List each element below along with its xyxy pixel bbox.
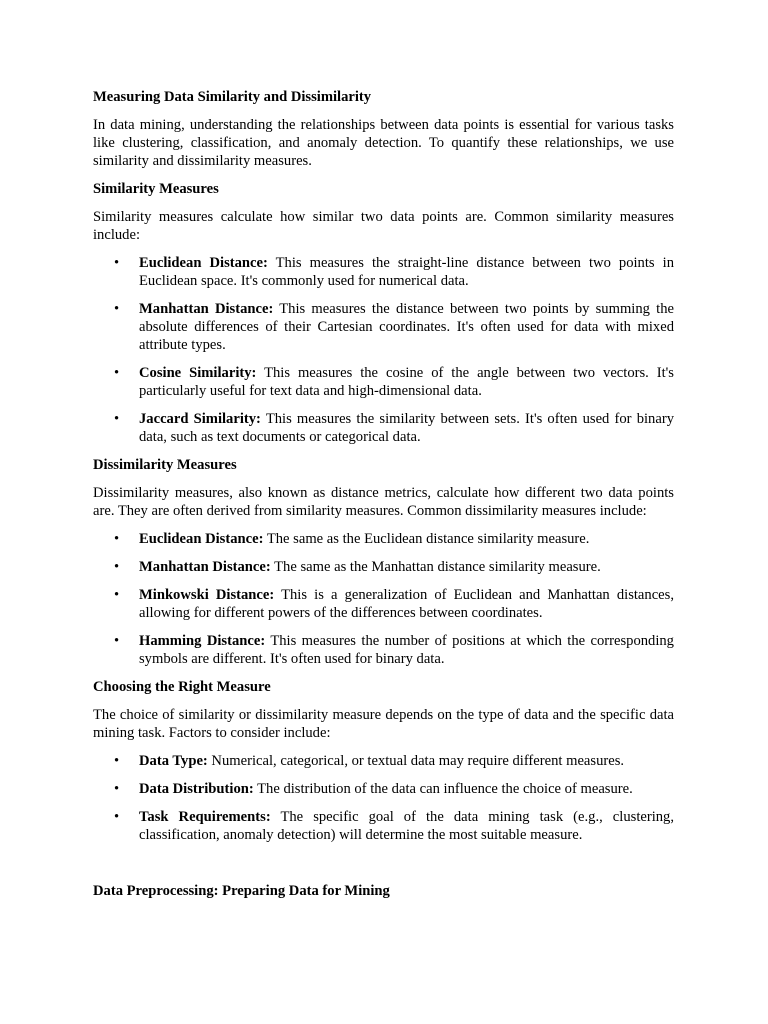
list-item — [93, 752, 674, 770]
list-item — [93, 632, 674, 668]
list-item-term: Data Distribution: — [139, 781, 254, 797]
bullet-icon: • — [114, 255, 120, 271]
list-item-text: The distribution of the data can influence the choice of measure. — [253, 781, 633, 797]
bullet-icon: • — [114, 781, 120, 797]
similarity-intro: Similarity measures calculate how similar two data points are. Common similarity measures include: — [93, 209, 674, 243]
bullet-icon: • — [114, 559, 120, 575]
list-item-text: This measures the distance between two points by summing the absolute differences of their Cartesian coordinates. It's often used for data with mixed attribute types. — [139, 301, 674, 353]
dissimilarity-intro: Dissimilarity measures, also known as distance metrics, calculate how different two data points are. They are often derived from similarity measures. Common dissimilarity measures include: — [93, 485, 674, 519]
list-item-text: The specific goal of the data mining task (e.g., clustering, classification, anomaly detection) will determine the most suitable measure. — [139, 809, 675, 843]
bullet-icon: • — [114, 633, 120, 649]
dissimilarity-list — [93, 530, 674, 668]
list-item-term: Task Requirements: — [139, 809, 271, 825]
list-item-term: Manhattan Distance: — [139, 301, 274, 317]
list-item-text: This measures the straight-line distance between two points in Euclidean space. It's commonly used for numerical data. — [139, 255, 674, 289]
bullet-icon: • — [114, 753, 120, 769]
bullet-icon: • — [114, 365, 120, 381]
list-item-term: Minkowski Distance: — [139, 587, 275, 603]
list-item-text: Numerical, categorical, or textual data may require different measures. — [207, 753, 625, 769]
list-item — [93, 586, 674, 622]
document-title: Measuring Data Similarity and Dissimilarity — [93, 89, 372, 105]
list-item-term: Cosine Similarity: — [139, 365, 257, 381]
list-item — [93, 558, 674, 576]
list-item-text: This measures the cosine of the angle between two vectors. It's particularly useful for text data and high-dimensional data. — [139, 365, 674, 399]
choosing-heading: Choosing the Right Measure — [93, 679, 271, 695]
list-item-term: Manhattan Distance: — [139, 559, 271, 575]
list-item — [93, 808, 674, 844]
list-item-text: The same as the Manhattan distance similarity measure. — [270, 559, 601, 575]
similarity-heading: Similarity Measures — [93, 181, 219, 197]
bullet-icon: • — [114, 411, 120, 427]
similarity-list — [93, 254, 674, 446]
next-section-heading: Data Preprocessing: Preparing Data for Mining — [93, 883, 390, 899]
list-item-text: This is a generalization of Euclidean and Manhattan distances, allowing for different powers of the differences between coordinates. — [139, 587, 674, 621]
bullet-icon: • — [114, 531, 120, 547]
list-item-term: Euclidean Distance: — [139, 531, 264, 547]
list-item-text: The same as the Euclidean distance similarity measure. — [263, 531, 590, 547]
list-item — [93, 410, 674, 446]
intro-paragraph: In data mining, understanding the relationships between data points is essential for various tasks like clustering, classification, and anomaly detection. To quantify these relationships, we use similarity and dissimilarity measures. — [93, 117, 674, 169]
list-item-term: Jaccard Similarity: — [139, 411, 261, 427]
list-item-term: Data Type: — [139, 753, 208, 769]
document-page — [93, 88, 674, 910]
bullet-icon: • — [114, 587, 120, 603]
section-spacer — [93, 854, 674, 882]
bullet-icon: • — [114, 809, 120, 825]
list-item — [93, 530, 674, 548]
choosing-list — [93, 752, 674, 844]
bullet-icon: • — [114, 301, 120, 317]
list-item — [93, 300, 674, 354]
list-item-text: This measures the number of positions at which the corresponding symbols are different. It's often used for binary data. — [139, 633, 674, 667]
list-item-term: Euclidean Distance: — [139, 255, 268, 271]
list-item — [93, 254, 674, 290]
list-item-term: Hamming Distance: — [139, 633, 266, 649]
list-item-text: This measures the similarity between sets. It's often used for binary data, such as text documents or categorical data. — [139, 411, 674, 445]
dissimilarity-heading: Dissimilarity Measures — [93, 457, 237, 473]
list-item — [93, 780, 674, 798]
list-item — [93, 364, 674, 400]
choosing-intro: The choice of similarity or dissimilarity measure depends on the type of data and the specific data mining task. Factors to consider include: — [93, 707, 674, 741]
